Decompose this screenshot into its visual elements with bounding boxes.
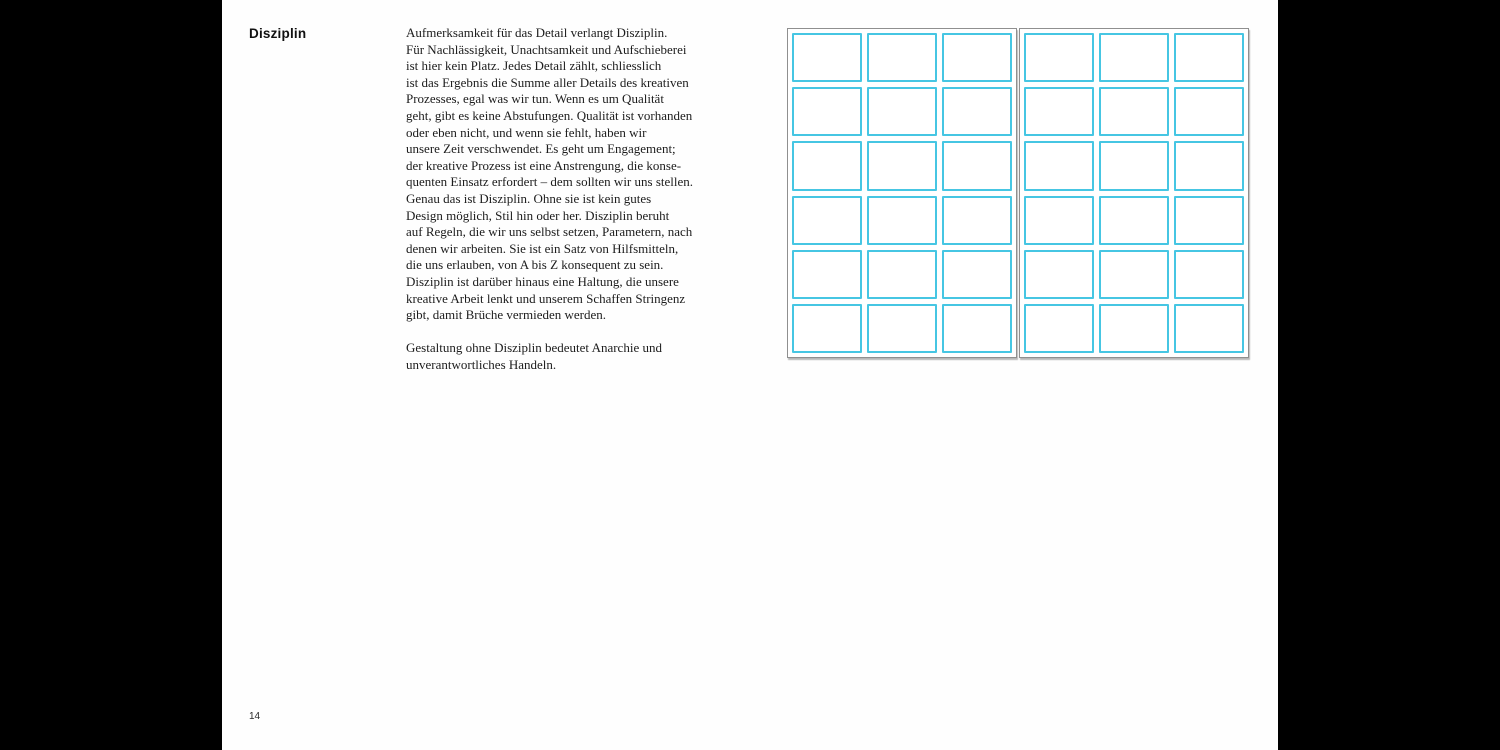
grid-cell [1174,33,1244,82]
body-text-line: quenten Einsatz erfordert – dem sollten wir uns stellen. [406,174,694,190]
body-text-line: die uns erlauben, von A bis Z konsequent zu sein. [406,257,664,273]
body-text-line: denen wir arbeiten. Sie ist ein Satz von Hilfsmitteln, [406,240,679,256]
grid-cell [942,141,1012,190]
paragraph-closing [406,340,726,373]
grid-cell [942,196,1012,245]
grid-cell [792,250,862,299]
page-number: 14 [249,711,261,722]
grid-cell [1174,196,1244,245]
grid-cell [867,87,937,136]
grid-cell [867,250,937,299]
grid-cell [1024,87,1094,136]
body-text-line: ist hier kein Platz. Jedes Detail zählt, schliesslich [406,58,662,74]
right-black-bar [1278,0,1500,750]
grid-cell [867,141,937,190]
left-black-bar [0,0,222,750]
body-text-line: gibt, damit Brüche vermieden werden. [406,307,606,323]
grid-cell [1099,304,1169,353]
grid-cell [792,141,862,190]
body-text-line: unverantwortliches Handeln. [406,356,557,372]
grid-cell [942,87,1012,136]
body-text-line: Für Nachlässigkeit, Unachtsamkeit und Aufschieberei [406,41,687,57]
body-text-line: kreative Arbeit lenkt und unserem Schaffen Stringenz [406,290,686,306]
grid-cell [1174,250,1244,299]
grid-cell [1024,196,1094,245]
body-text-line: Aufmerksamkeit für das Detail verlangt Disziplin. [406,25,668,40]
section-heading: Disziplin [249,26,307,41]
grid-cell [1024,33,1094,82]
grid-cell [792,87,862,136]
grid-cell [867,196,937,245]
grid-diagram [787,28,1249,358]
body-text-line: Disziplin ist darüber hinaus eine Haltung, die unsere [406,273,679,289]
body-text-line: Genau das ist Disziplin. Ohne sie ist kein gutes [406,190,652,206]
grid-cell [1099,250,1169,299]
body-text-line: Gestaltung ohne Disziplin bedeutet Anarchie und [406,340,662,356]
grid-cell [792,196,862,245]
grid-cell [1174,304,1244,353]
book-page [222,0,1278,750]
grid-cell [1024,250,1094,299]
grid-cell [792,304,862,353]
grid-cell [1099,87,1169,136]
grid-cell [1174,87,1244,136]
grid-cell [942,250,1012,299]
body-text-line: der kreative Prozess ist eine Anstrengung, die konse- [406,157,682,173]
body-text-line: oder eben nicht, und wenn sie fehlt, haben wir [406,124,647,140]
grid-cell [1024,141,1094,190]
grid-cell [867,33,937,82]
grid-cell [1024,304,1094,353]
grid-cell [1099,196,1169,245]
body-text-line: ist das Ergebnis die Summe aller Details des kreativen [406,74,689,90]
grid-cell [942,33,1012,82]
body-text-line: auf Regeln, die wir uns selbst setzen, Parametern, nach [406,224,693,240]
grid-cell [792,33,862,82]
body-text-line: unsere Zeit verschwendet. Es geht um Engagement; [406,141,676,157]
body-text-line: Prozesses, egal was wir tun. Wenn es um Qualität [406,91,664,107]
body-text-line: Design möglich, Stil hin oder her. Disziplin beruht [406,207,670,223]
grid-cell [1099,33,1169,82]
grid-panel-left [787,28,1017,358]
grid-cell [1174,141,1244,190]
grid-panel-right [1019,28,1249,358]
grid-cell [867,304,937,353]
body-text-line: geht, gibt es keine Abstufungen. Qualität ist vorhanden [406,107,693,123]
paragraph-main [406,25,726,324]
grid-cell [1099,141,1169,190]
grid-cell [942,304,1012,353]
body-text [406,25,726,373]
